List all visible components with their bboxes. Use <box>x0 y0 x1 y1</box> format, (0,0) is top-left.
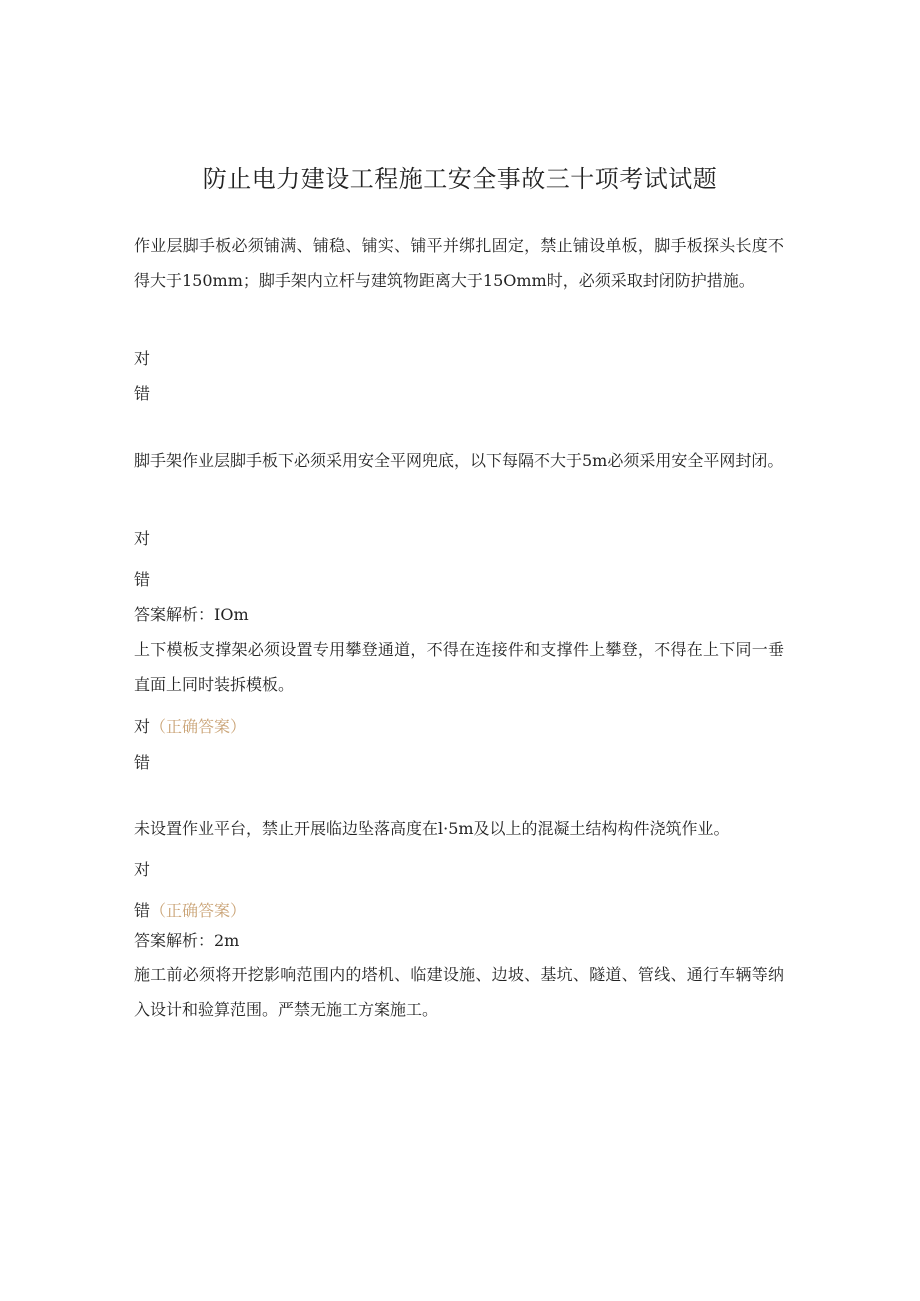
question-2-text: 脚手架作业层脚手板下必须采用安全平网兜底，以下每隔不大于5m必须采用安全平网封闭。 <box>134 451 784 470</box>
correct-answer-tag: （正确答案） <box>150 901 247 920</box>
question-1-option-false[interactable]: 错 <box>134 384 151 403</box>
question-1-option-true[interactable]: 对 <box>134 349 151 368</box>
question-2-option-true[interactable]: 对 <box>134 529 151 548</box>
question-2-explanation: 答案解析：IOm <box>134 605 249 624</box>
question-4-explanation: 答案解析：2m <box>134 931 240 950</box>
correct-answer-tag: （正确答案） <box>150 717 247 736</box>
question-2-option-false[interactable]: 错 <box>134 570 151 589</box>
question-4-option-false[interactable] <box>134 900 246 922</box>
question-5-text: 施工前必须将开挖影响范围内的塔机、临建设施、边坡、基坑、隧道、管线、通行车辆等纳入设计和验算范围。严禁无施工方案施工。 <box>134 965 784 1019</box>
question-4-option-true[interactable]: 对 <box>134 860 151 879</box>
question-4-text: 未设置作业平台，禁止开展临边坠落高度在l·5m及以上的混凝土结构构件浇筑作业。 <box>134 819 730 838</box>
question-3-text: 上下模板支撑架必须设置专用攀登通道，不得在连接件和支撑件上攀登，不得在上下同一垂直面上同时装拆模板。 <box>134 640 784 694</box>
page-title: 防止电力建设工程施工安全事故三十项考试试题 <box>202 165 718 193</box>
question-3-option-true-label: 对 <box>134 717 151 736</box>
question-4-option-false-label: 错 <box>134 901 151 920</box>
question-3-option-false[interactable]: 错 <box>134 753 151 772</box>
question-1-text: 作业层脚手板必须铺满、铺稳、铺实、铺平并绑扎固定，禁止铺设单板，脚手板探头长度不得大于150mm；脚手架内立杆与建筑物距离大于15Omm时，必须采取封闭防护措施。 <box>134 236 784 290</box>
question-3-option-true[interactable] <box>134 716 246 738</box>
